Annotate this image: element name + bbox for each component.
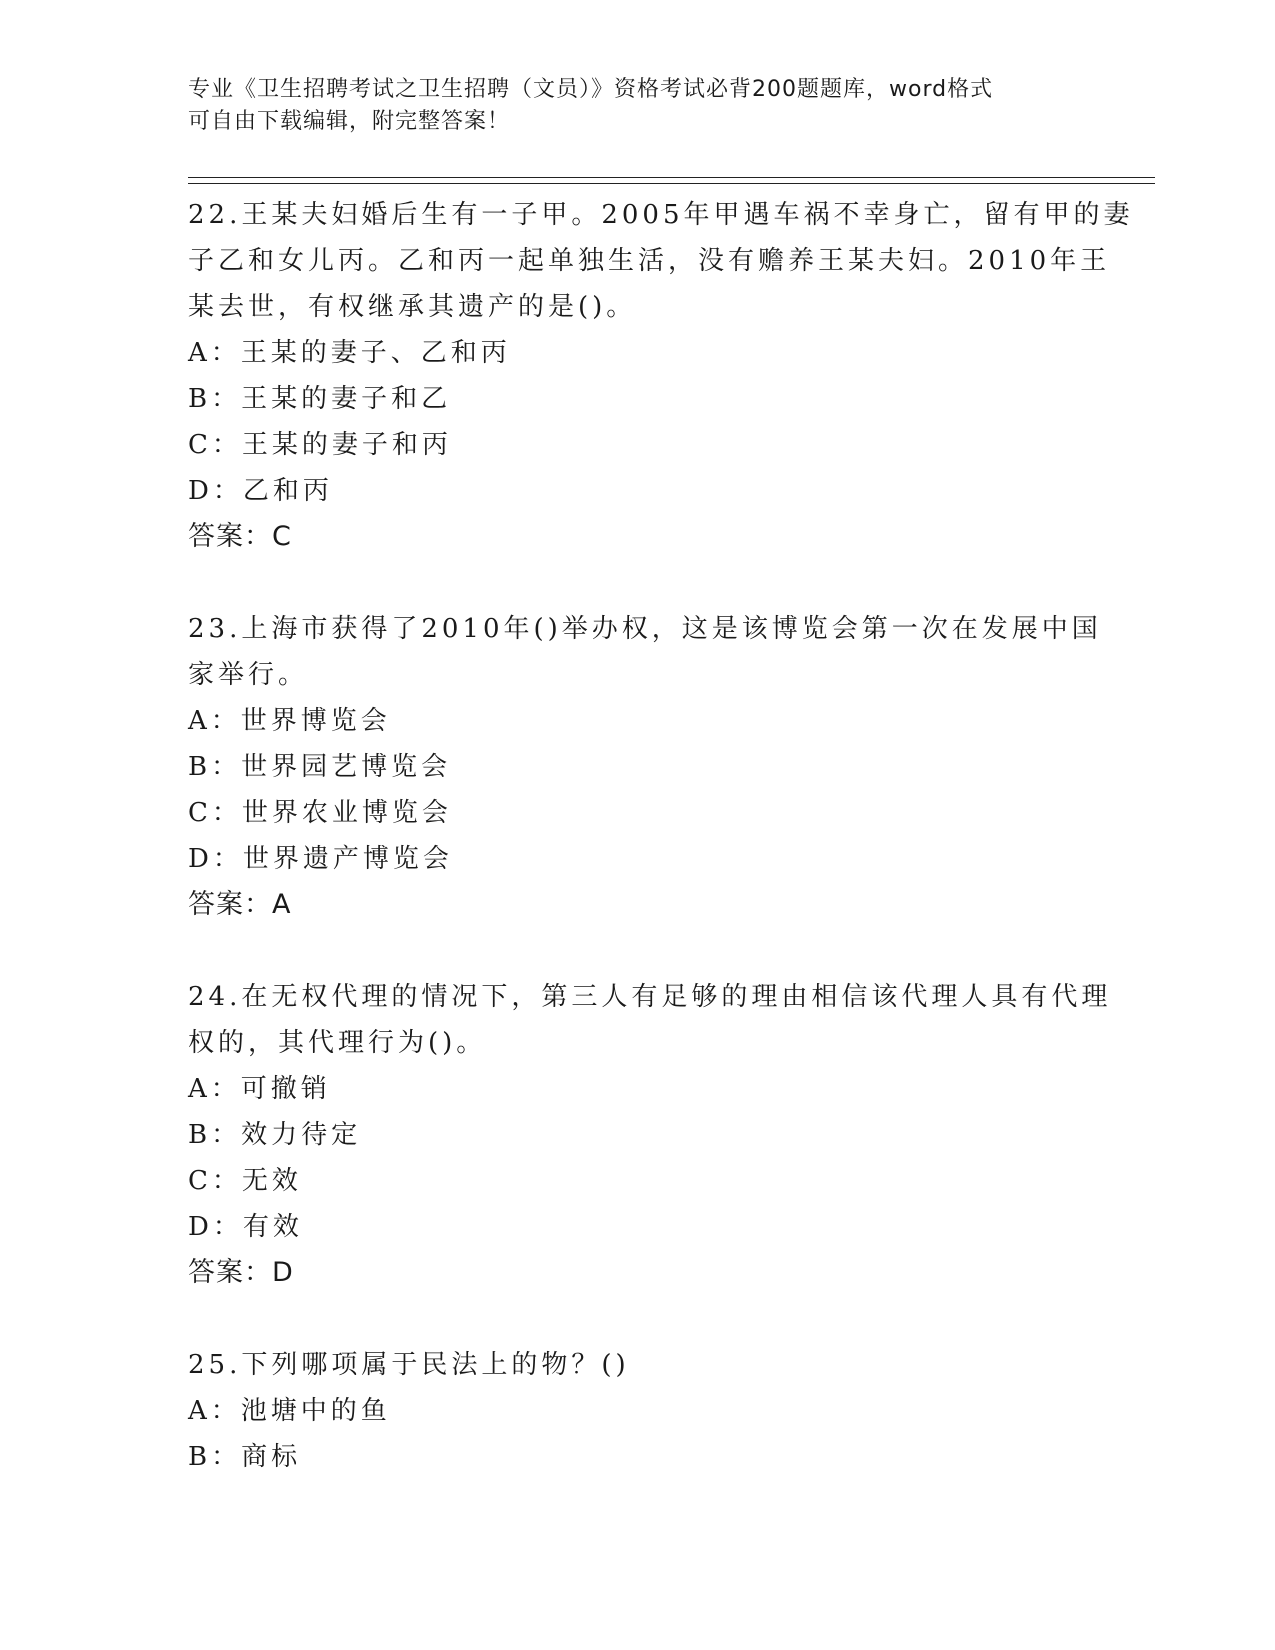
header-divider-top [188, 177, 1155, 178]
question-text: 家举行。 [188, 660, 309, 690]
option-b: B：王某的妻子和乙 [188, 384, 452, 414]
question-text: 子乙和女儿丙。乙和丙一起单独生活，没有赡养王某夫妇。2010年王 [188, 246, 1111, 276]
question-23 [188, 606, 1102, 928]
question-text: 25.下列哪项属于民法上的物？() [188, 1350, 630, 1380]
answer-line: 答案：C [188, 521, 292, 552]
question-text: 权的，其代理行为()。 [188, 1028, 487, 1058]
option-a: A：世界博览会 [188, 706, 391, 736]
option-b: B：世界园艺博览会 [188, 752, 452, 782]
option-c: C：无效 [188, 1166, 302, 1196]
option-c: C：世界农业博览会 [188, 798, 452, 828]
option-b: B：效力待定 [188, 1120, 362, 1150]
question-text: 22.王某夫妇婚后生有一子甲。2005年甲遇车祸不幸身亡，留有甲的妻 [188, 200, 1134, 230]
question-24 [188, 974, 1112, 1296]
document-header [188, 74, 1088, 138]
answer-line: 答案：D [188, 1257, 294, 1288]
option-d: D：有效 [188, 1212, 303, 1242]
option-a: A：池塘中的鱼 [188, 1396, 391, 1426]
question-text: 23.上海市获得了2010年()举办权，这是该博览会第一次在发展中国 [188, 614, 1102, 644]
header-line-2: 可自由下载编辑，附完整答案！ [188, 109, 511, 134]
question-text: 某去世，有权继承其遗产的是()。 [188, 292, 637, 322]
option-a: A：可撤销 [188, 1074, 331, 1104]
option-b: B：商标 [188, 1442, 302, 1472]
question-text: 24.在无权代理的情况下，第三人有足够的理由相信该代理人具有代理 [188, 982, 1112, 1012]
option-d: D：世界遗产博览会 [188, 844, 453, 874]
question-list [188, 192, 1134, 1526]
option-a: A：王某的妻子、乙和丙 [188, 338, 511, 368]
header-divider-bottom [188, 183, 1155, 184]
option-d: D：乙和丙 [188, 476, 333, 506]
question-25 [188, 1342, 1088, 1480]
option-c: C：王某的妻子和丙 [188, 430, 452, 460]
header-line-1: 专业《卫生招聘考试之卫生招聘（文员）》资格考试必背200题题库，word格式 [188, 77, 994, 102]
question-22 [188, 192, 1134, 560]
answer-line: 答案：A [188, 889, 292, 920]
